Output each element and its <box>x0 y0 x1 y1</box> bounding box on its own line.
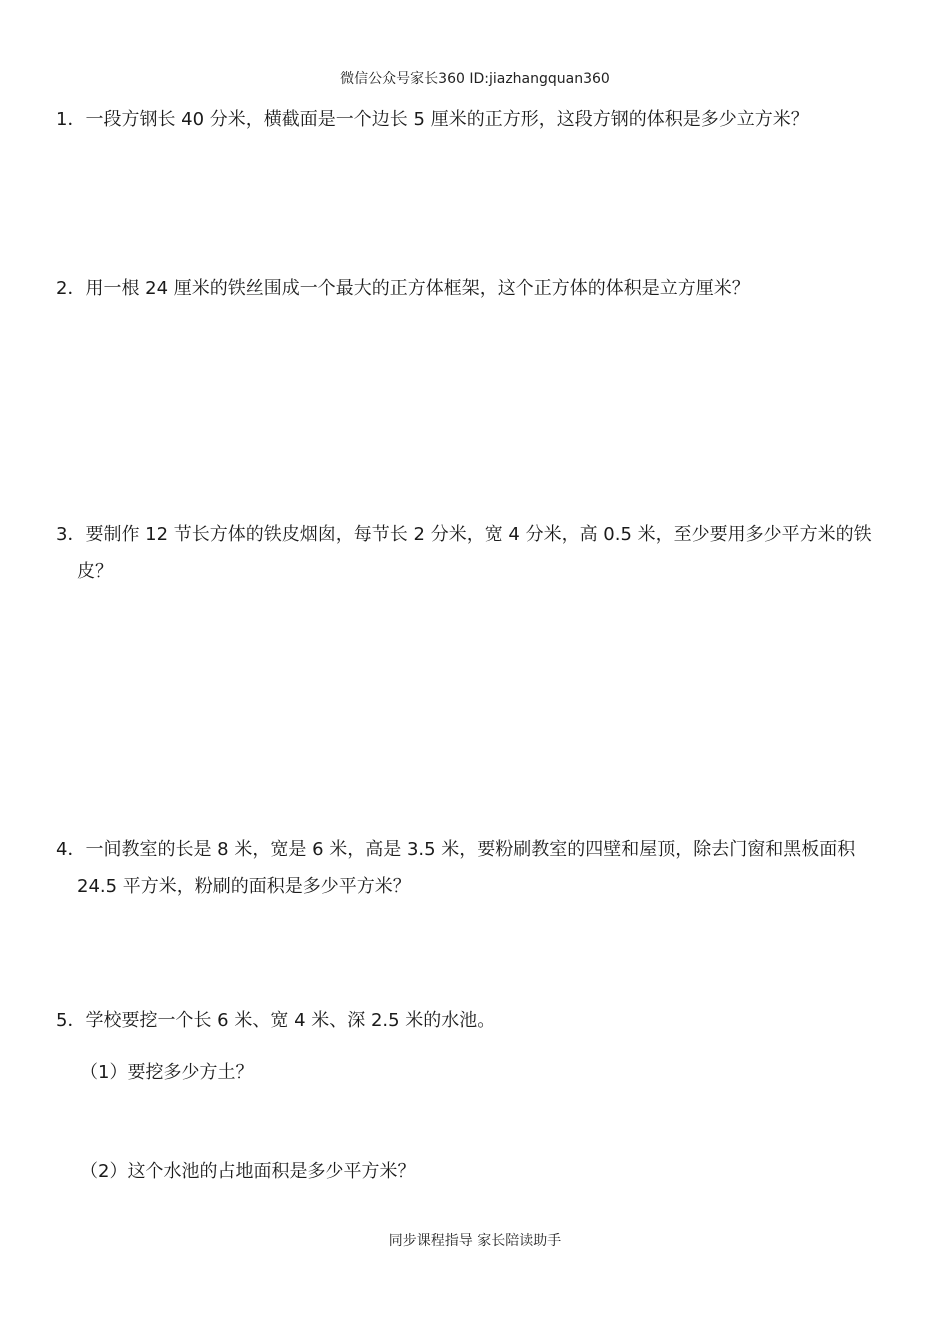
subquestion-1: （1）要挖多少方土？ <box>80 1062 254 1083</box>
question-3-text-line2: 皮？ <box>77 561 113 582</box>
page-header: 微信公众号家长360 ID:jiazhangquan360 <box>340 71 610 87</box>
question-1-text: 1．一段方钢长 40 分米，横截面是一个边长 5 厘米的正方形，这段方钢的体积是多少立方米？ <box>56 109 809 130</box>
question-4-text-line2: 24.5 平方米，粉刷的面积是多少平方米？ <box>77 876 411 897</box>
question-4-text-line1: 4．一间教室的长是 8 米，宽是 6 米，高是 3.5 米，要粉刷教室的四壁和屋顶，除去门窗和黑板面积 <box>56 839 856 860</box>
question-2-text: 2．用一根 24 厘米的铁丝围成一个最大的正方体框架，这个正方体的体积是立方厘米？ <box>56 278 750 299</box>
question-4 <box>56 831 906 905</box>
question-1 <box>56 101 906 138</box>
question-3-text-line1: 3．要制作 12 节长方体的铁皮烟囱，每节长 2 分米，宽 4 分米，高 0.5 米，至少要用多少平方米的铁 <box>56 524 872 545</box>
question-2 <box>56 270 906 307</box>
question-5 <box>56 1002 906 1039</box>
question-5-text: 5．学校要挖一个长 6 米、宽 4 米、深 2.5 米的水池。 <box>56 1010 496 1031</box>
page-footer: 同步课程指导 家长陪读助手 <box>388 1233 562 1249</box>
question-3 <box>56 516 906 590</box>
subquestion-2: （2）这个水池的占地面积是多少平方米？ <box>80 1161 416 1182</box>
